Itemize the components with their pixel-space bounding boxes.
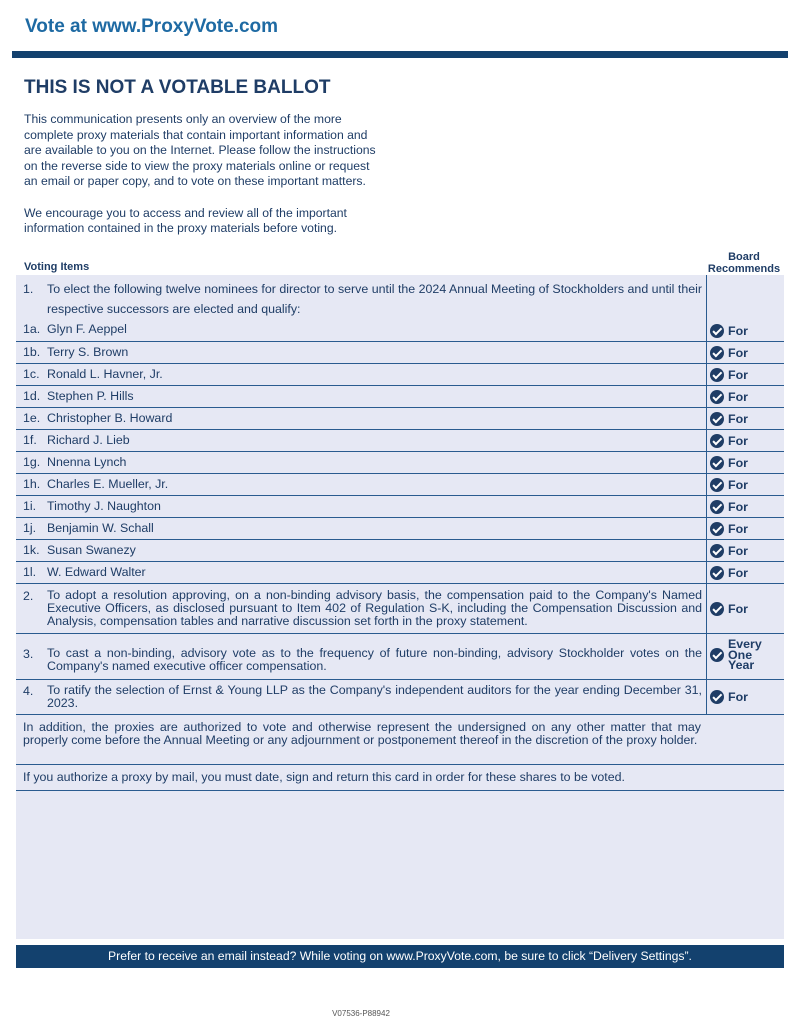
intro-text [24, 112, 379, 237]
intro-paragraph-2: We encourage you to access and review all of the important information contained in the proxy materials before voting. [24, 205, 347, 236]
check-circle-icon [710, 522, 724, 536]
board-recommends-header [704, 251, 784, 275]
voting-items-panel [16, 275, 784, 939]
proposal-number: 3. [23, 647, 34, 661]
other-matters-row [16, 715, 784, 765]
nominee-name: Richard J. Lieb [47, 433, 130, 447]
nominee-row [16, 452, 784, 474]
nominee-number: 1i. [23, 499, 37, 513]
proposal-2-row [16, 584, 784, 634]
check-circle-icon [710, 346, 724, 360]
header-divider [12, 51, 788, 58]
check-circle-icon [710, 566, 724, 580]
nominee-number: 1a. [23, 322, 41, 336]
proposal-number: 4. [23, 684, 34, 698]
nominee-number: 1b. [23, 345, 41, 359]
proposal-1-row [16, 275, 784, 320]
check-circle-icon [710, 434, 724, 448]
board-recommendation: For [710, 478, 748, 492]
board-recommendation: For [710, 412, 748, 426]
nominee-name: Timothy J. Naughton [47, 499, 161, 513]
nominee-row [16, 386, 784, 408]
nominee-name: W. Edward Walter [47, 565, 146, 579]
nominee-row [16, 496, 784, 518]
intro-paragraph-1: This communication presents only an overview of the more complete proxy materials that contain important information and are available to you on the Internet. Please follow the instructions on the reverse side to view the proxy materials online or request an email or paper copy, and to vote on these important matters. [24, 112, 376, 189]
check-circle-icon [710, 368, 724, 382]
nominee-row [16, 430, 784, 452]
board-recommends-line2: Recommends [707, 263, 781, 275]
nominee-name: Stephen P. Hills [47, 389, 134, 403]
check-circle-icon [710, 478, 724, 492]
nominee-name: Christopher B. Howard [47, 411, 173, 425]
nominee-name: Susan Swanezy [47, 543, 136, 557]
nominee-number: 1h. [23, 477, 41, 491]
nominee-row [16, 518, 784, 540]
mail-note-row [16, 765, 784, 791]
board-recommendation: For [710, 500, 748, 514]
nominee-number: 1k. [23, 543, 40, 557]
nominee-name: Ronald L. Havner, Jr. [47, 367, 163, 381]
nominee-row [16, 562, 784, 584]
board-recommendation: For [710, 324, 748, 338]
nominee-row [16, 342, 784, 364]
check-circle-icon [710, 412, 724, 426]
board-recommendation: For [710, 522, 748, 536]
control-number: V07536-P88942 [332, 1009, 390, 1018]
nominee-row [16, 408, 784, 430]
check-circle-icon [710, 456, 724, 470]
check-circle-icon [710, 648, 724, 662]
board-recommendation: For [710, 456, 748, 470]
mail-note-text: If you authorize a proxy by mail, you must date, sign and return this card in order for these shares to be voted. [23, 770, 625, 784]
board-recommends-line1: Board [728, 251, 760, 263]
proposal-text: To ratify the selection of Ernst & Young LLP as the Company's independent auditors for the year ending December 31, 2023. [47, 683, 702, 710]
board-recommendation [710, 639, 762, 671]
nominee-row [16, 364, 784, 386]
nominee-number: 1d. [23, 389, 41, 403]
check-circle-icon [710, 544, 724, 558]
proposal-number: 1. [23, 282, 34, 296]
nominee-number: 1j. [23, 521, 37, 535]
proposal-4-row [16, 680, 784, 715]
board-recommendation: For [710, 390, 748, 404]
nominee-number: 1l. [23, 565, 37, 579]
nominee-name: Nnenna Lynch [47, 455, 127, 469]
other-matters-text: In addition, the proxies are authorized to vote and otherwise represent the undersigned on any other matter that may properly come before the Annual Meeting or any adjournment or postponement thereof in the discretion of the proxy holder. [23, 720, 701, 747]
board-recommendation: For [710, 690, 748, 704]
board-recommendation: For [710, 566, 748, 580]
nominee-name: Glyn F. Aeppel [47, 322, 127, 336]
check-circle-icon [710, 324, 724, 338]
proposal-3-row [16, 634, 784, 680]
header-title[interactable]: Vote at www.ProxyVote.com [25, 16, 279, 37]
nominee-name: Charles E. Mueller, Jr. [47, 477, 169, 491]
email-delivery-banner: Prefer to receive an email instead? While voting on www.ProxyVote.com, be sure to click “Delivery Settings”. [16, 945, 784, 968]
nominee-name: Terry S. Brown [47, 345, 129, 359]
check-circle-icon [710, 390, 724, 404]
voting-items-header: Voting Items [24, 261, 90, 273]
nominee-row [16, 320, 784, 342]
nominee-row [16, 474, 784, 496]
nominee-row [16, 540, 784, 562]
board-recommendation: For [710, 544, 748, 558]
nominee-number: 1e. [23, 411, 41, 425]
board-recommendation: For [710, 434, 748, 448]
nominee-number: 1c. [23, 367, 40, 381]
nominee-number: 1g. [23, 455, 41, 469]
proposal-number: 2. [23, 589, 34, 603]
nominee-number: 1f. [23, 433, 37, 447]
proposal-text: To cast a non-binding, advisory vote as to the frequency of future non-binding, advisory Stockholder votes on the Company's named executive officer compensation. [47, 646, 702, 673]
board-recommendation: For [710, 602, 748, 616]
board-recommendation: For [710, 368, 748, 382]
proposal-text: To elect the following twelve nominees for director to serve until the 2024 Annual Meeting of Stockholders and until their respective successors are elected and qualify: [47, 282, 702, 316]
nominee-name: Benjamin W. Schall [47, 521, 154, 535]
ballot-title: THIS IS NOT A VOTABLE BALLOT [24, 77, 331, 98]
check-circle-icon [710, 500, 724, 514]
check-circle-icon [710, 690, 724, 704]
frequency-recommendation: Every One Year [728, 637, 762, 672]
proposal-text: To adopt a resolution approving, on a non-binding advisory basis, the compensation paid to the Company's Named Executive Officers, as disclosed pursuant to Item 402 of Regulation S-K, including the Compensation Discussion and Analysis, compensation tables and narrative discussion set forth in the proxy statement. [47, 588, 702, 628]
check-circle-icon [710, 602, 724, 616]
board-recommendation: For [710, 346, 748, 360]
